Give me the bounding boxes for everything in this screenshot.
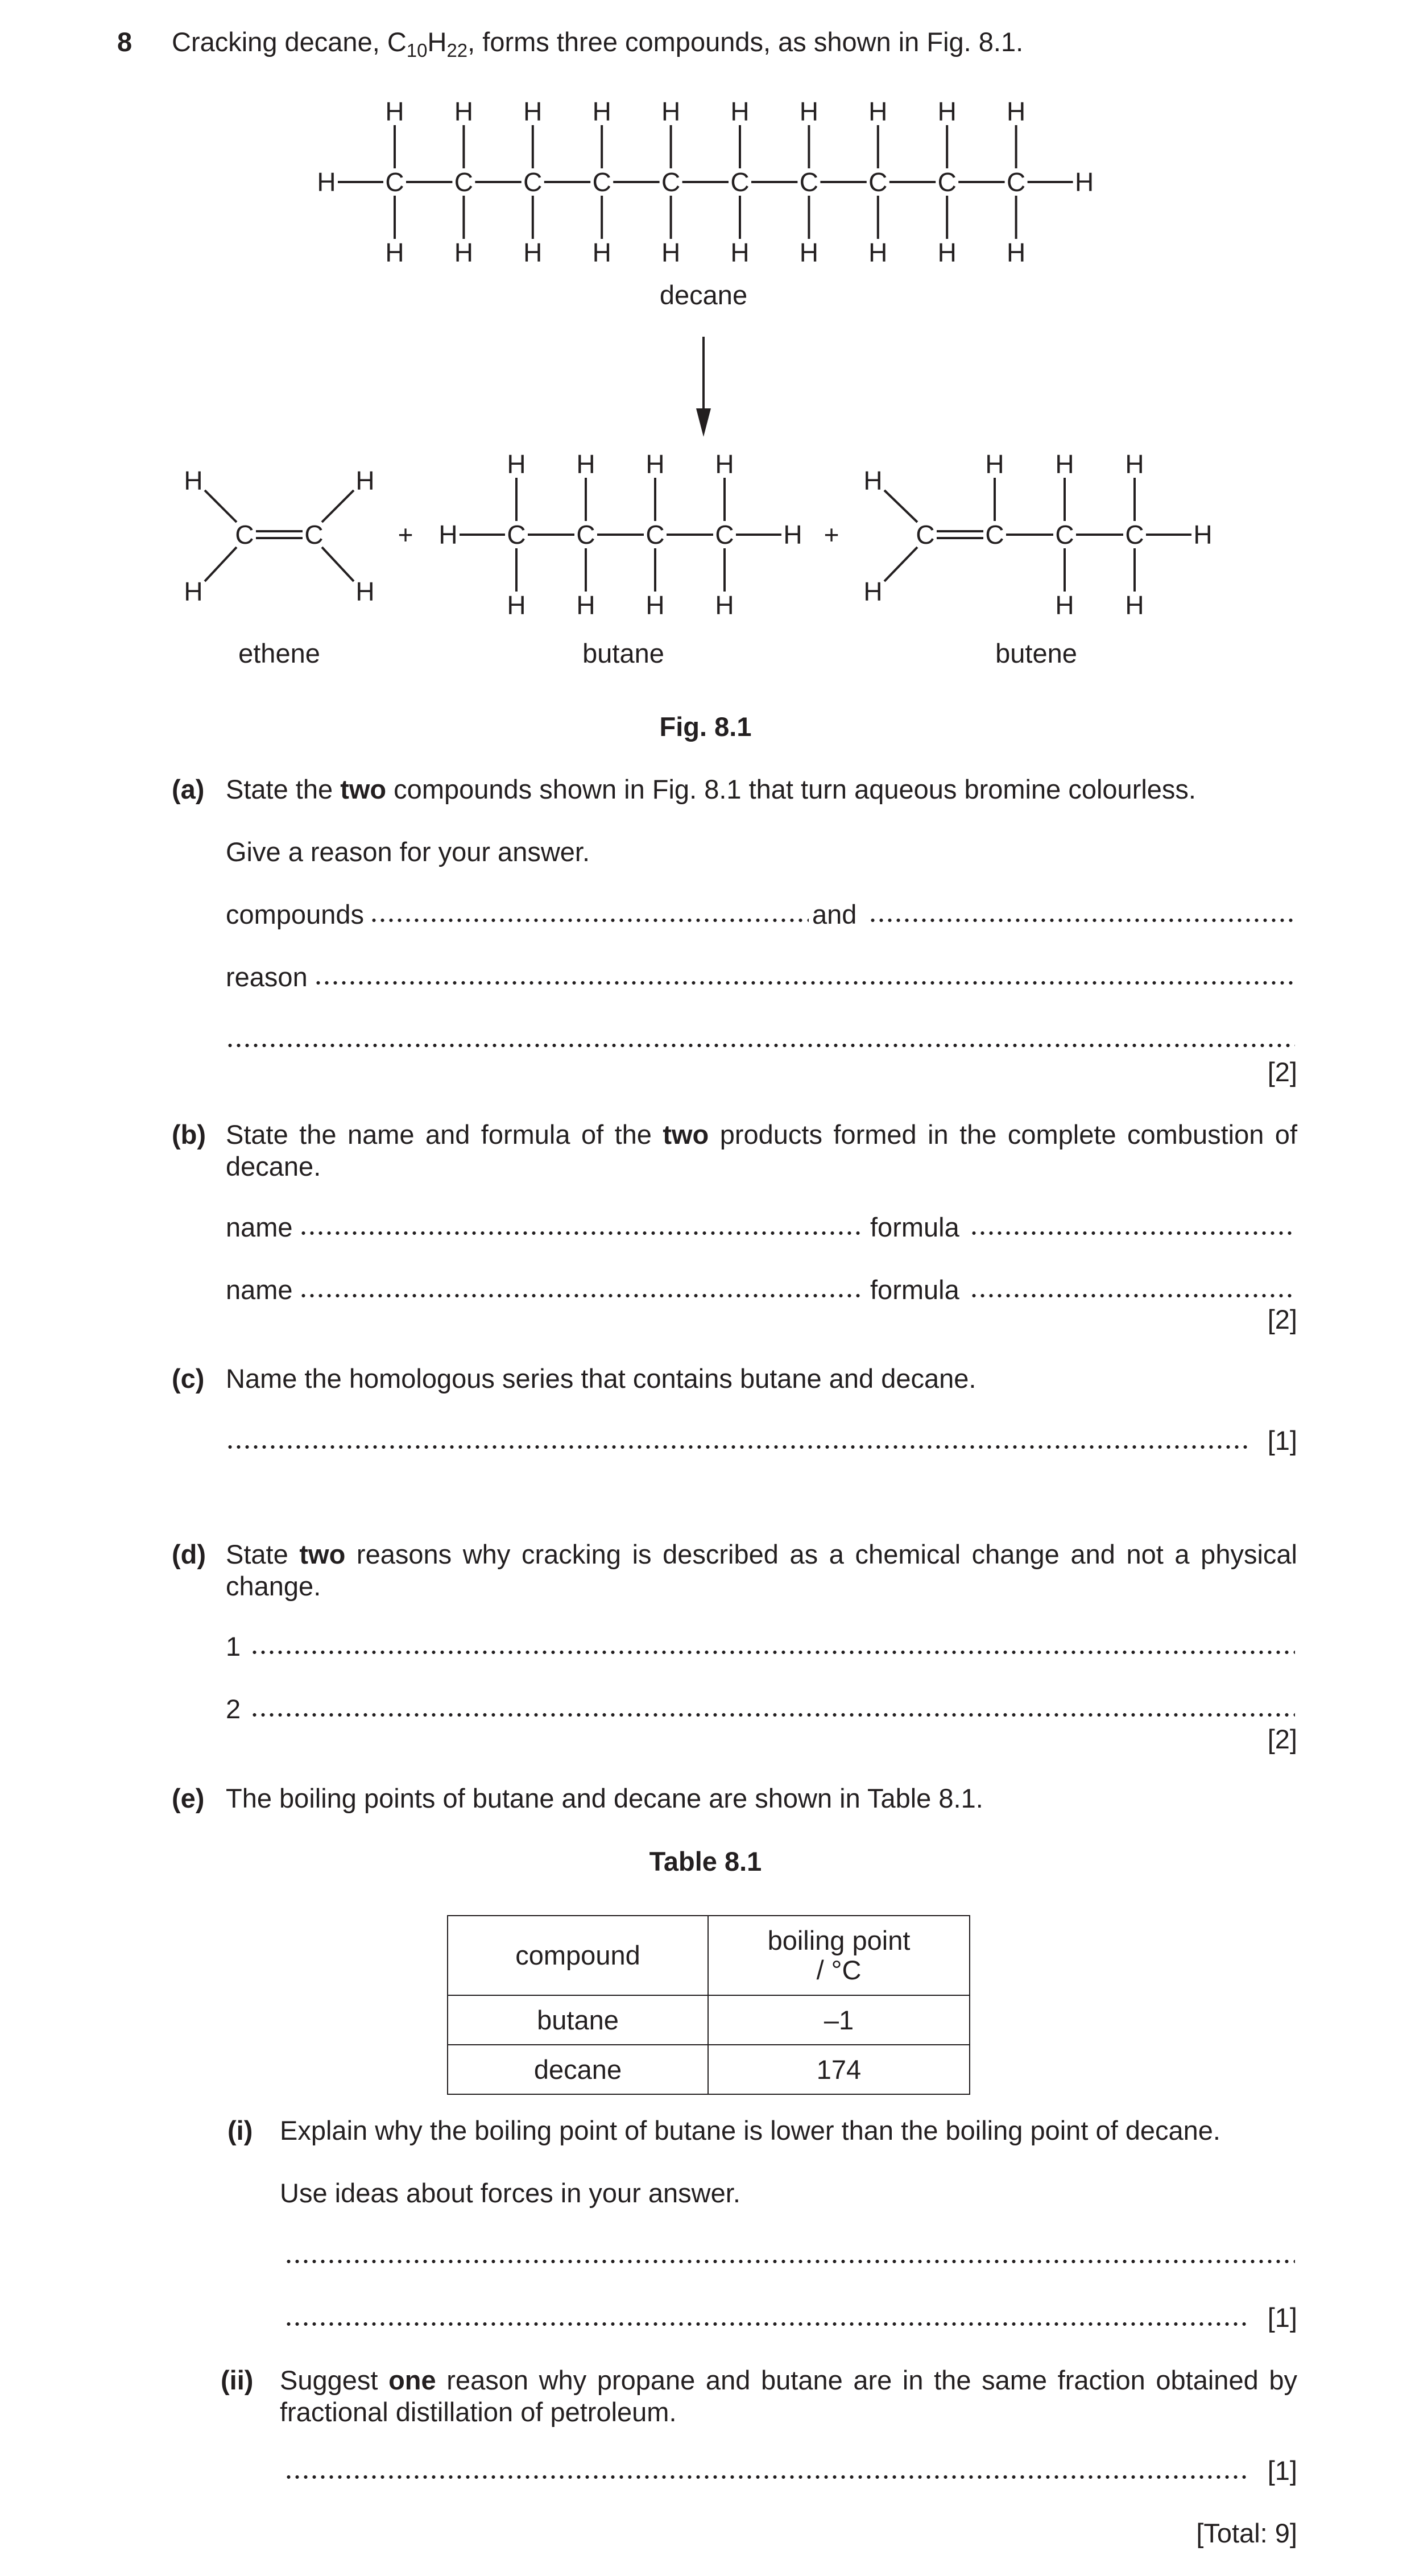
figure-caption: Fig. 8.1 [659, 712, 752, 742]
bond [884, 547, 917, 581]
part-c-label: (c) [172, 1363, 205, 1394]
part-a-question: State the two compounds shown in Fig. 8.1 that turn aqueous bromine colourless. [226, 774, 1196, 804]
carbon-atom: C [799, 167, 819, 197]
hydrogen-atom: H [799, 97, 819, 126]
bond [322, 547, 354, 581]
hydrogen-atom: H [576, 449, 595, 479]
hydrogen-atom: H [730, 238, 750, 267]
hydrogen-atom: H [355, 466, 375, 495]
carbon-atom: C [592, 167, 611, 197]
part-e-i-question: Explain why the boiling point of butane is lower than the boiling point of decane. [280, 2115, 1220, 2145]
part-e-i-instruction: Use ideas about forces in your answer. [280, 2178, 740, 2208]
answer-line-fraction[interactable] [284, 2475, 1249, 2479]
hydrogen-atom: H [1055, 590, 1074, 620]
hydrogen-atom: H [863, 466, 883, 495]
and-label: and [812, 899, 857, 929]
part-e-statement: The boiling points of butane and decane are shown in Table 8.1. [226, 1783, 983, 1813]
butene-name: butene [995, 638, 1077, 668]
hydrogen-atom: H [1125, 590, 1144, 620]
carbon-atom: C [235, 520, 254, 549]
total-marks: [Total: 9] [1196, 2518, 1297, 2548]
bond [884, 490, 917, 522]
carbon-atom: C [1125, 520, 1144, 549]
hydrogen-atom: H [715, 590, 734, 620]
hydrogen-atom: H [645, 449, 665, 479]
carbon-atom: C [937, 167, 957, 197]
carbon-atom: C [304, 520, 324, 549]
answer-line-name-2[interactable] [299, 1293, 864, 1298]
hydrogen-atom: H [576, 590, 595, 620]
part-e-ii-question: Suggest one reason why propane and butane are in the same fraction obtained by fractional distillation of petroleum. [280, 2365, 1297, 2427]
carbon-atom: C [645, 520, 665, 549]
carbon-atom: C [868, 167, 888, 197]
table-row [448, 2045, 970, 2094]
ethene-name: ethene [238, 638, 320, 668]
part-c-question: Name the homologous series that contains butane and decane. [226, 1363, 976, 1394]
cell-boiling-point: –1 [708, 1995, 970, 2045]
boiling-point-table [447, 1915, 970, 2095]
hydrogen-atom: H [783, 520, 802, 549]
part-d-question: State two reasons why cracking is described as a chemical change and not a physical change. [226, 1539, 1297, 1601]
question-number: 8 [117, 27, 133, 57]
answer-line-reason-d1[interactable] [250, 1650, 1295, 1655]
hydrogen-atom: H [592, 238, 611, 267]
hydrogen-atom: H [523, 238, 543, 267]
formula-label-2: formula [870, 1275, 959, 1305]
hydrogen-atom: H [1006, 238, 1026, 267]
carbon-atom: C [385, 167, 404, 197]
bond [322, 490, 354, 522]
reason-number-2: 2 [226, 1694, 241, 1724]
carbon-atom: C [730, 167, 750, 197]
part-a-label: (a) [172, 774, 205, 804]
compounds-label: compounds [226, 899, 364, 929]
plus-sign: + [824, 520, 839, 549]
answer-line-compound-1[interactable] [370, 918, 809, 923]
hydrogen-atom: H [1006, 97, 1026, 126]
table-title: Table 8.1 [649, 1846, 762, 1876]
hydrogen-atom: H [454, 97, 474, 126]
carbon-atom: C [454, 167, 474, 197]
answer-line-forces-1[interactable] [284, 2259, 1295, 2264]
answer-line-series[interactable] [226, 1445, 1249, 1449]
atom-labels [184, 97, 1212, 620]
part-d-marks: [2] [1267, 1724, 1297, 1754]
answer-line-formula-2[interactable] [970, 1293, 1295, 1298]
hydrogen-atom: H [523, 97, 543, 126]
header-boiling-point: boiling point / °C [708, 1916, 970, 1995]
hydrogen-atom: H [868, 238, 888, 267]
carbon-atom: C [523, 167, 543, 197]
hydrogen-atom: H [715, 449, 734, 479]
carbon-atom: C [661, 167, 681, 197]
part-c-marks: [1] [1267, 1425, 1297, 1456]
part-e-i-label: (i) [227, 2115, 253, 2145]
header-compound: compound [448, 1916, 708, 1995]
hydrogen-atom: H [863, 577, 883, 606]
bond-lines [205, 125, 1191, 592]
reaction-arrow [696, 337, 711, 437]
hydrogen-atom: H [868, 97, 888, 126]
carbon-atom: C [576, 520, 595, 549]
hydrogen-atom: H [385, 97, 404, 126]
part-a-marks: [2] [1267, 1057, 1297, 1087]
part-e-label: (e) [172, 1783, 205, 1813]
cell-compound: butane [448, 1995, 708, 2045]
hydrogen-atom: H [1074, 167, 1094, 197]
carbon-atom: C [985, 520, 1004, 549]
name-label-1: name [226, 1212, 293, 1242]
hydrogen-atom: H [454, 238, 474, 267]
answer-line-reason-1[interactable] [314, 981, 1295, 985]
part-b-marks: [2] [1267, 1304, 1297, 1334]
hydrogen-atom: H [507, 590, 526, 620]
carbon-atom: C [507, 520, 526, 549]
hydrogen-atom: H [1055, 449, 1074, 479]
hydrogen-atom: H [355, 577, 375, 606]
hydrogen-atom: H [661, 238, 681, 267]
figure-8-1 [0, 0, 1411, 711]
carbon-atom: C [916, 520, 935, 549]
answer-line-name-1[interactable] [299, 1231, 864, 1235]
plus-sign: + [398, 520, 413, 549]
part-b-label: (b) [172, 1119, 206, 1150]
reason-number-1: 1 [226, 1631, 241, 1661]
part-d-label: (d) [172, 1539, 206, 1569]
carbon-atom: C [1055, 520, 1074, 549]
hydrogen-atom: H [184, 577, 203, 606]
answer-line-formula-1[interactable] [970, 1231, 1295, 1235]
hydrogen-atom: H [645, 590, 665, 620]
reason-label: reason [226, 962, 308, 992]
part-e-ii-label: (ii) [221, 2365, 254, 2395]
part-a-instruction: Give a reason for your answer. [226, 837, 590, 867]
hydrogen-atom: H [184, 466, 203, 495]
bond [205, 547, 237, 581]
hydrogen-atom: H [507, 449, 526, 479]
carbon-atom: C [1006, 167, 1026, 197]
cell-boiling-point: 174 [708, 2045, 970, 2094]
hydrogen-atom: H [799, 238, 819, 267]
answer-line-reason-2[interactable] [226, 1043, 1295, 1048]
cell-compound: decane [448, 2045, 708, 2094]
part-e-i-marks: [1] [1267, 2302, 1297, 2333]
hydrogen-atom: H [385, 238, 404, 267]
decane-name: decane [659, 280, 748, 310]
carbon-atom: C [715, 520, 734, 549]
formula-label-1: formula [870, 1212, 959, 1242]
question-intro: Cracking decane, $C_{10}H_{22}$, forms three compounds, as shown in Fig. 8.1. [172, 27, 1024, 61]
part-b-question: State the name and formula of the two products formed in the complete combustion of decane. [226, 1119, 1297, 1181]
hydrogen-atom: H [730, 97, 750, 126]
name-label-2: name [226, 1275, 293, 1305]
hydrogen-atom: H [317, 167, 336, 197]
hydrogen-atom: H [661, 97, 681, 126]
hydrogen-atom: H [985, 449, 1004, 479]
hydrogen-atom: H [438, 520, 458, 549]
answer-line-forces-2[interactable] [284, 2322, 1249, 2326]
hydrogen-atom: H [1125, 449, 1144, 479]
answer-line-compound-2[interactable] [868, 918, 1295, 923]
bond [205, 490, 237, 522]
hydrogen-atom: H [592, 97, 611, 126]
part-e-ii-marks: [1] [1267, 2455, 1297, 2486]
table-row [448, 1995, 970, 2045]
answer-line-reason-d2[interactable] [250, 1713, 1295, 1717]
hydrogen-atom: H [937, 238, 957, 267]
hydrogen-atom: H [1193, 520, 1213, 549]
hydrogen-atom: H [937, 97, 957, 126]
butane-name: butane [582, 638, 664, 668]
